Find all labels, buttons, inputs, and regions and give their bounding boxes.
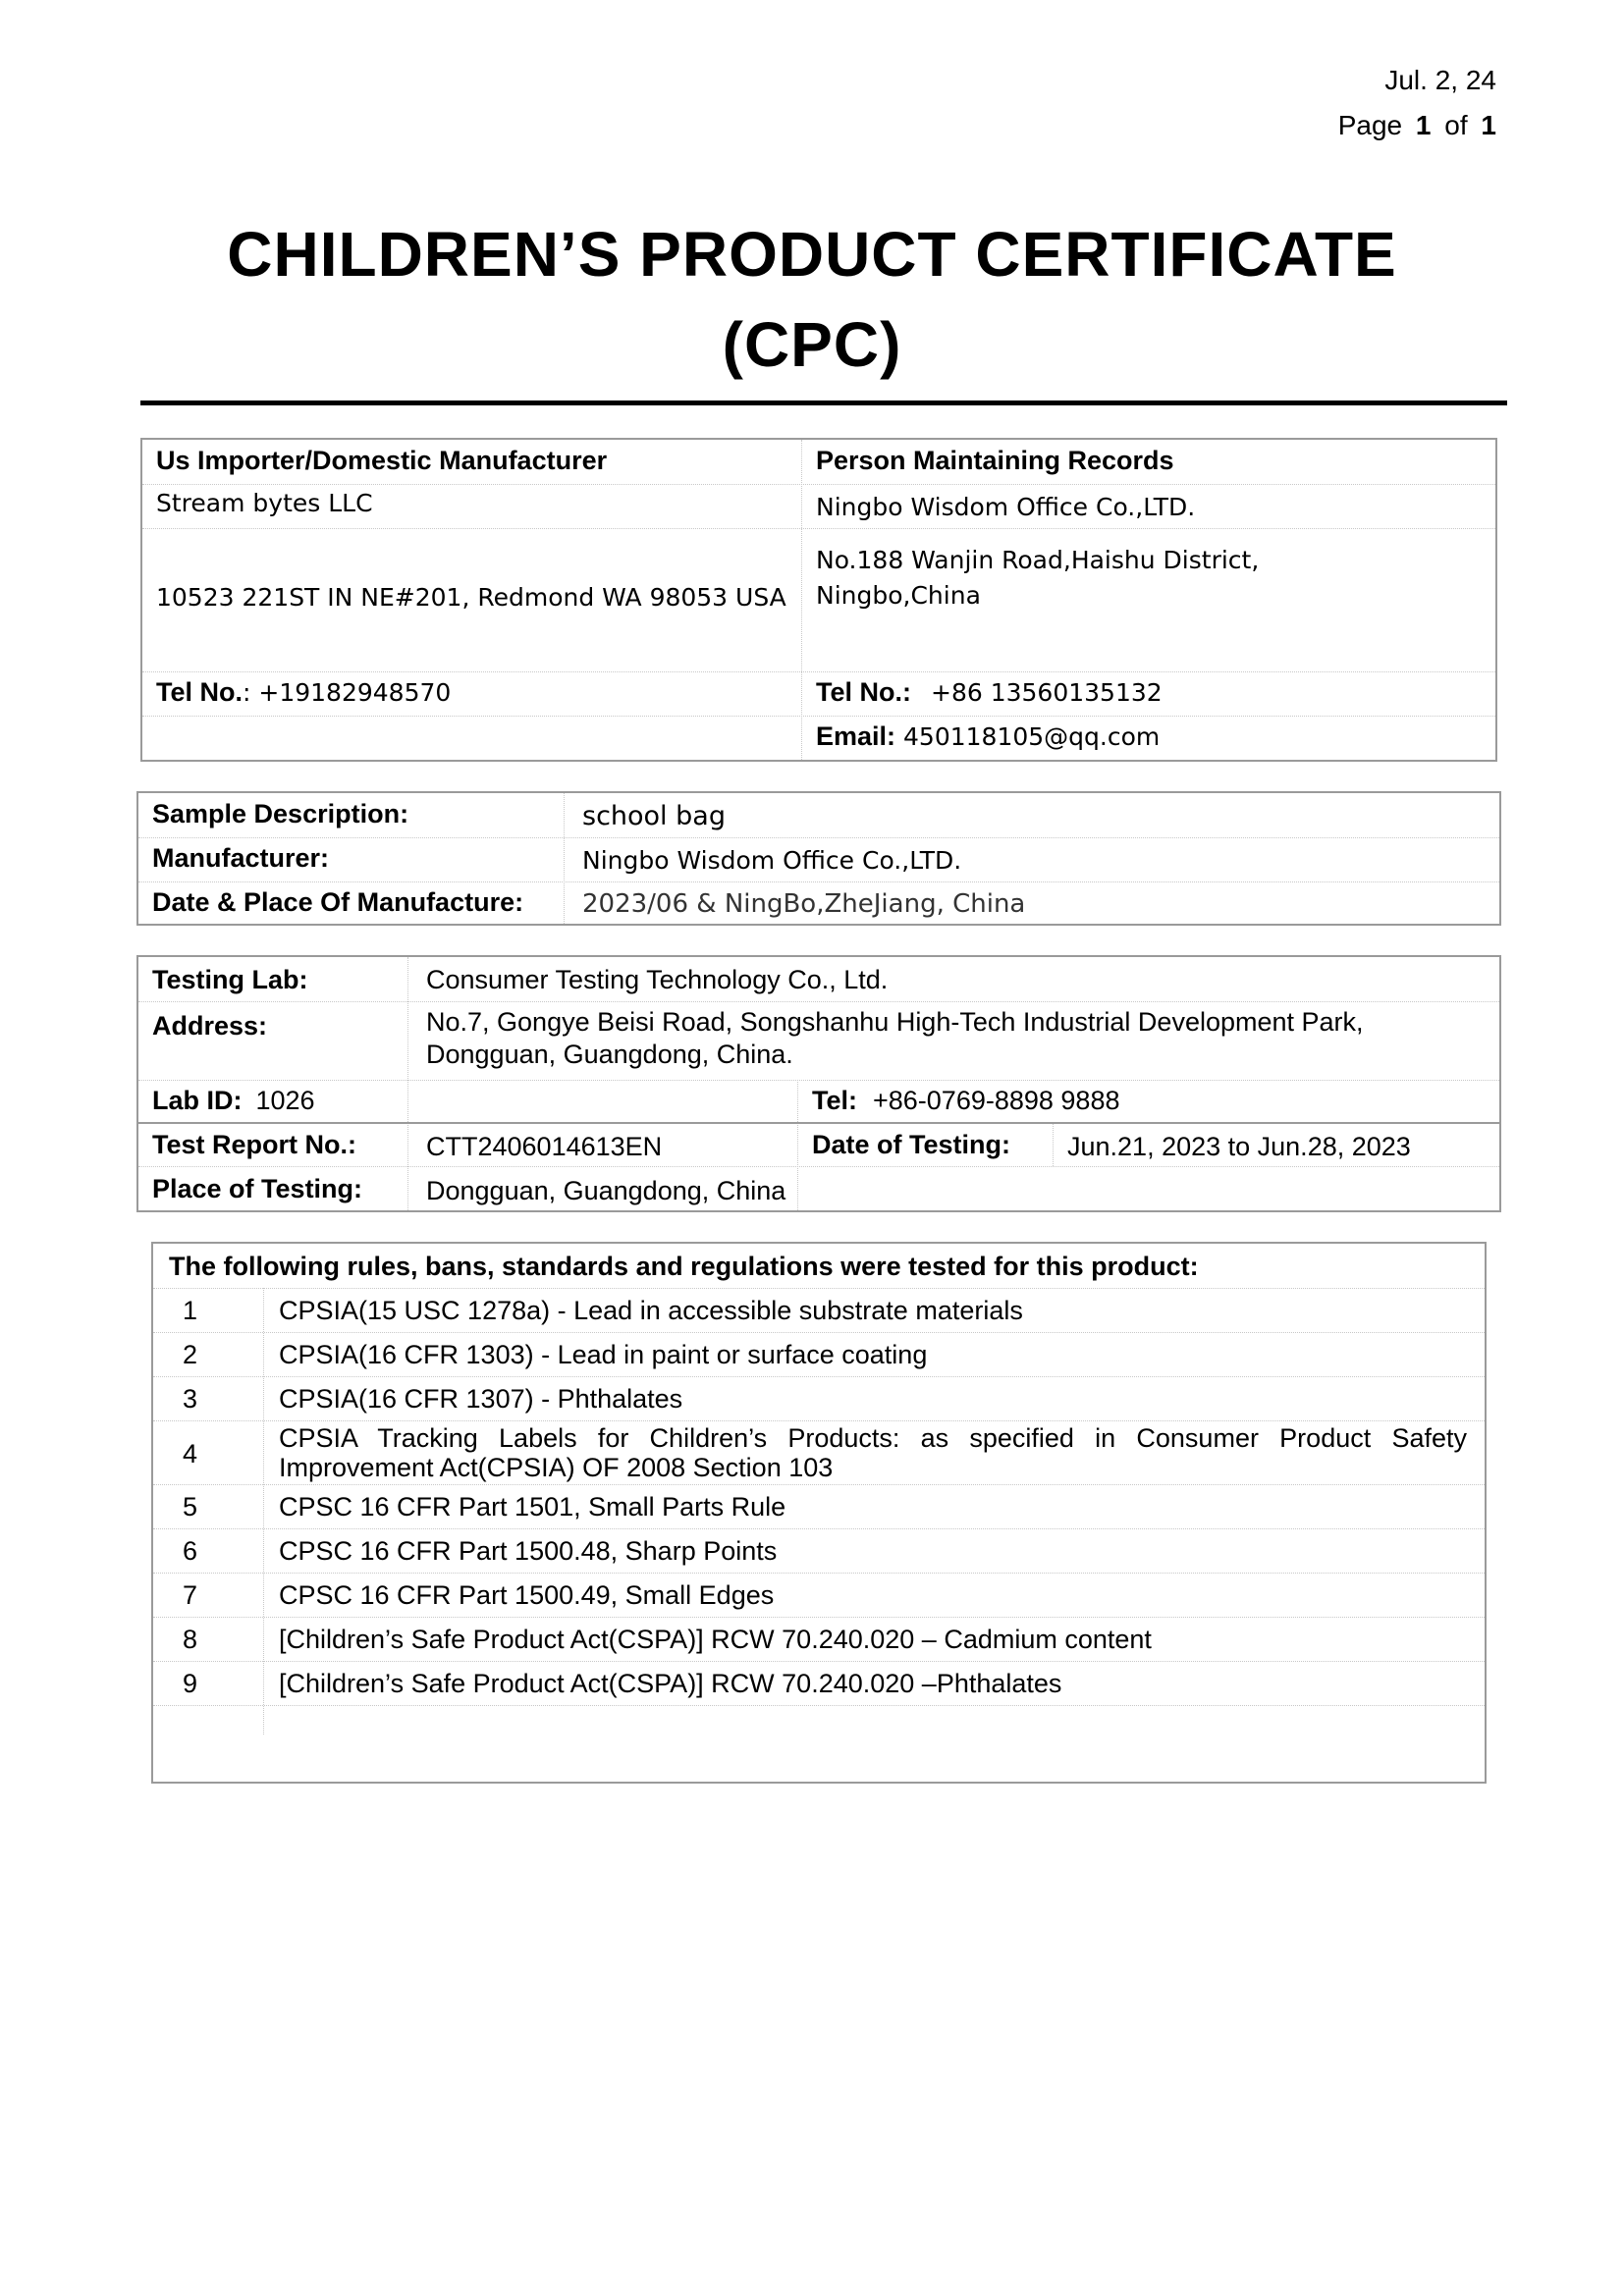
rule-number: 9	[183, 1669, 198, 1698]
importer-address: 10523 221ST IN NE#201, Redmond WA 98053 USA	[156, 583, 786, 612]
lab-id	[152, 1086, 315, 1116]
records-name: Ningbo Wisdom Office Co.,LTD.	[816, 493, 1196, 521]
lab-id-label: Lab ID:	[152, 1086, 243, 1115]
sample-description-label: Sample Description:	[152, 799, 409, 828]
rule-text: CPSIA(16 CFR 1303) - Lead in paint or surface coating	[279, 1340, 928, 1369]
importer-heading: Us Importer/Domestic Manufacturer	[156, 446, 608, 475]
rule-number: 8	[183, 1625, 198, 1654]
date-testing-label: Date of Testing:	[812, 1130, 1010, 1159]
certificate-subtitle: (CPC)	[722, 309, 902, 380]
records-tel-value: +86 13560135132	[931, 678, 1163, 707]
rule-text: CPSC 16 CFR Part 1500.49, Small Edges	[279, 1580, 775, 1610]
records-email-value: 450118105@qq.com	[903, 722, 1161, 751]
page-indicator	[1338, 110, 1496, 141]
page-label: Page	[1337, 110, 1403, 140]
date-place-label: Date & Place Of Manufacture:	[152, 887, 524, 917]
testing-lab-label: Testing Lab:	[152, 965, 308, 994]
testing-lab-value: Consumer Testing Technology Co., Ltd.	[426, 965, 889, 994]
page-number: 1	[1415, 110, 1432, 140]
title-divider	[140, 400, 1507, 405]
lab-id-value: 1026	[255, 1086, 315, 1115]
records-tel-label: Tel No.:	[816, 677, 911, 707]
manufacturer-label: Manufacturer:	[152, 843, 330, 873]
date-place-value: 2023/06 & NingBo,ZheJiang, China	[582, 889, 1026, 919]
lab-tel-label: Tel:	[812, 1086, 857, 1115]
records-email-label: Email:	[816, 721, 896, 751]
rule-number: 3	[183, 1384, 198, 1414]
records-address-line1: No.188 Wanjin Road,Haishu District,	[816, 546, 1260, 574]
certificate-title: CHILDREN’S PRODUCT CERTIFICATE	[227, 219, 1397, 290]
importer-tel-value: : +19182948570	[243, 678, 452, 707]
rule-text: CPSC 16 CFR Part 1501, Small Parts Rule	[279, 1492, 786, 1522]
rule-text: [Children’s Safe Product Act(CSPA)] RCW 70.240.020 – Cadmium content	[279, 1625, 1152, 1654]
place-testing-label: Place of Testing:	[152, 1174, 363, 1203]
lab-tel	[812, 1086, 1119, 1116]
rule-number: 2	[183, 1340, 198, 1369]
report-no-label: Test Report No.:	[152, 1130, 356, 1159]
lab-address-label: Address:	[152, 1011, 268, 1041]
importer-records-table	[140, 438, 1497, 762]
sample-table	[136, 791, 1501, 926]
records-email	[816, 721, 1160, 752]
lab-tel-value: +86-0769-8898 9888	[873, 1086, 1120, 1115]
records-address-line2: Ningbo,China	[816, 581, 981, 610]
manufacturer-value: Ningbo Wisdom Office Co.,LTD.	[582, 846, 962, 875]
records-heading: Person Maintaining Records	[816, 446, 1174, 475]
importer-tel-label: Tel No.	[156, 677, 244, 707]
importer-tel	[156, 677, 451, 708]
rule-text: CPSC 16 CFR Part 1500.48, Sharp Points	[279, 1536, 778, 1566]
rule-text: CPSIA(15 USC 1278a) - Lead in accessible substrate materials	[279, 1296, 1023, 1325]
rule-text: CPSIA Tracking Labels for Children’s Products: as specified in Consumer Product Safety	[279, 1423, 1467, 1453]
lab-address-line1: No.7, Gongye Beisi Road, Songshanhu High-Tech Industrial Development Park,	[426, 1007, 1364, 1037]
rule-number: 5	[183, 1492, 198, 1522]
rules-table	[151, 1242, 1487, 1784]
rule-number: 4	[183, 1439, 198, 1468]
importer-name: Stream bytes LLC	[156, 489, 373, 517]
page-total: 1	[1481, 110, 1496, 140]
rule-text: CPSIA(16 CFR 1307) - Phthalates	[279, 1384, 683, 1414]
records-tel	[816, 677, 1163, 708]
date-testing-value: Jun.21, 2023 to Jun.28, 2023	[1067, 1132, 1411, 1161]
rule-number: 6	[183, 1536, 198, 1566]
sample-description-value: school bag	[582, 801, 726, 831]
rule-number: 7	[183, 1580, 198, 1610]
rule-text: [Children’s Safe Product Act(CSPA)] RCW 70.240.020 –Phthalates	[279, 1669, 1062, 1698]
lab-address-line2: Dongguan, Guangdong, China.	[426, 1040, 793, 1069]
place-testing-value: Dongguan, Guangdong, China	[426, 1176, 786, 1205]
testing-lab-table	[136, 955, 1501, 1212]
document-date: Jul. 2, 24	[1384, 65, 1496, 95]
rules-heading: The following rules, bans, standards and regulations were tested for this product:	[169, 1252, 1199, 1281]
page-of: of	[1444, 110, 1468, 140]
report-no-value: CTT2406014613EN	[426, 1132, 663, 1161]
rule-number: 1	[183, 1296, 198, 1325]
rule-text-continued: Improvement Act(CPSIA) OF 2008 Section 103	[279, 1453, 834, 1482]
